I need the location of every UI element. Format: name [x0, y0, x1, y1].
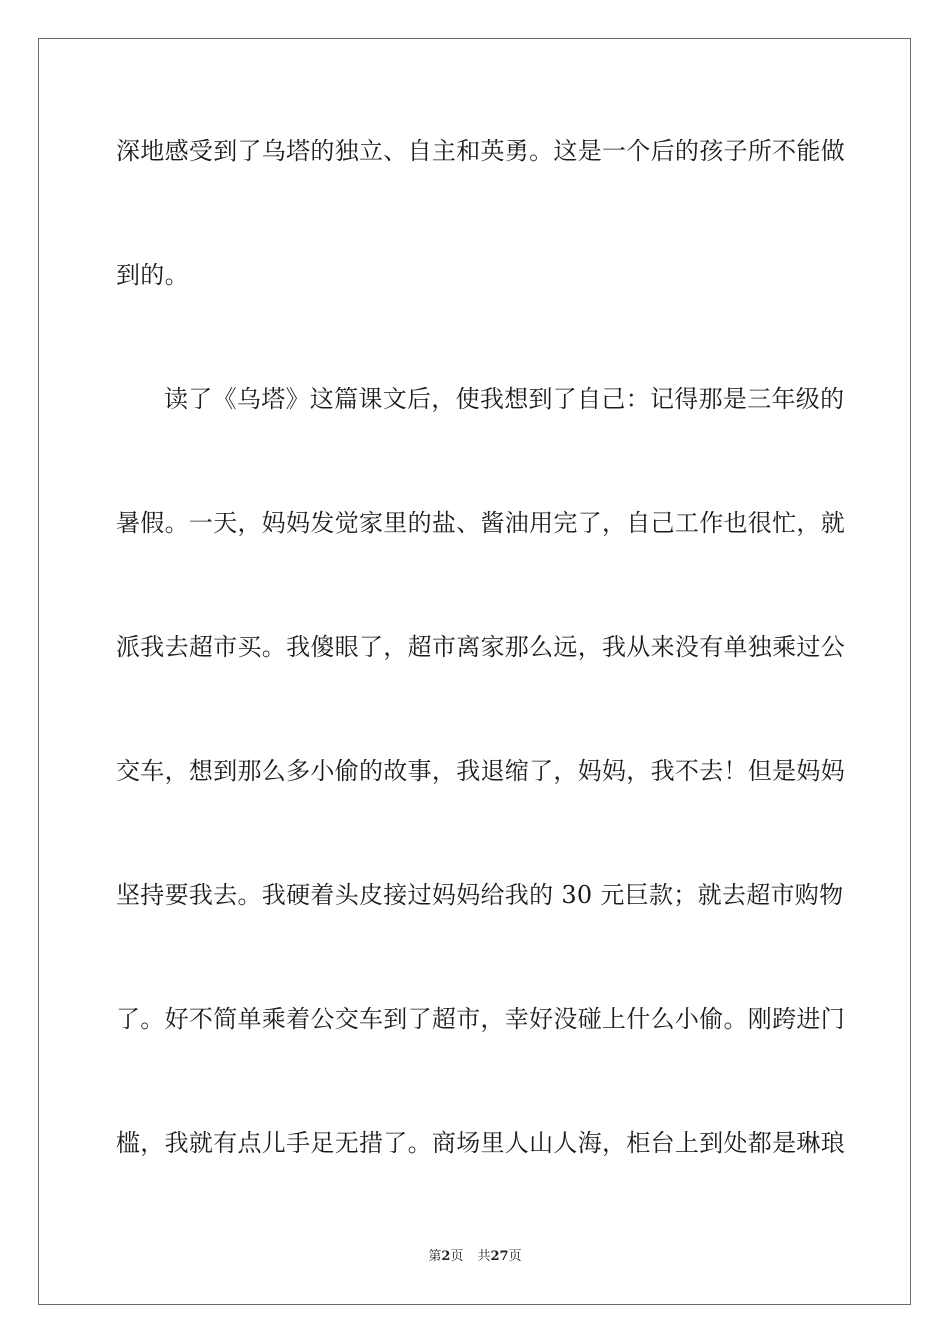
text-line-4: 暑假。一天，妈妈发觉家里的盐、酱油用完了，自己工作也很忙，就 — [116, 509, 845, 537]
total-suffix: 页 — [508, 1249, 522, 1264]
text-line-7: 坚持要我去。我硬着头皮接过妈妈给我的 30 元巨款；就去超市购物 — [116, 881, 844, 909]
text-line-5: 派我去超市买。我傻眼了，超市离家那么远，我从来没有单独乘过公 — [116, 633, 845, 661]
text-line-2: 到的。 — [116, 261, 189, 289]
text-line-8: 了。好不简单乘着公交车到了超市，幸好没碰上什么小偷。刚跨进门 — [116, 1005, 845, 1033]
text-line-3-paragraph-start: 读了《乌塔》这篇课文后，使我想到了自己：记得那是三年级的 — [164, 385, 845, 413]
page-total-number: 27 — [490, 1249, 509, 1264]
total-prefix: 共 — [477, 1249, 491, 1264]
page-footer — [0, 1248, 950, 1266]
text-line-6: 交车，想到那么多小偷的故事，我退缩了，妈妈，我不去！但是妈妈 — [116, 757, 845, 785]
page-current-number: 2 — [441, 1249, 451, 1264]
text-line-9: 槛，我就有点儿手足无措了。商场里人山人海，柜台上到处都是琳琅 — [116, 1129, 845, 1157]
page-suffix: 页 — [450, 1249, 464, 1264]
page-border — [38, 38, 911, 1305]
page-prefix: 第 — [428, 1249, 442, 1264]
text-line-1: 深地感受到了乌塔的独立、自主和英勇。这是一个后的孩子所不能做 — [116, 137, 845, 165]
